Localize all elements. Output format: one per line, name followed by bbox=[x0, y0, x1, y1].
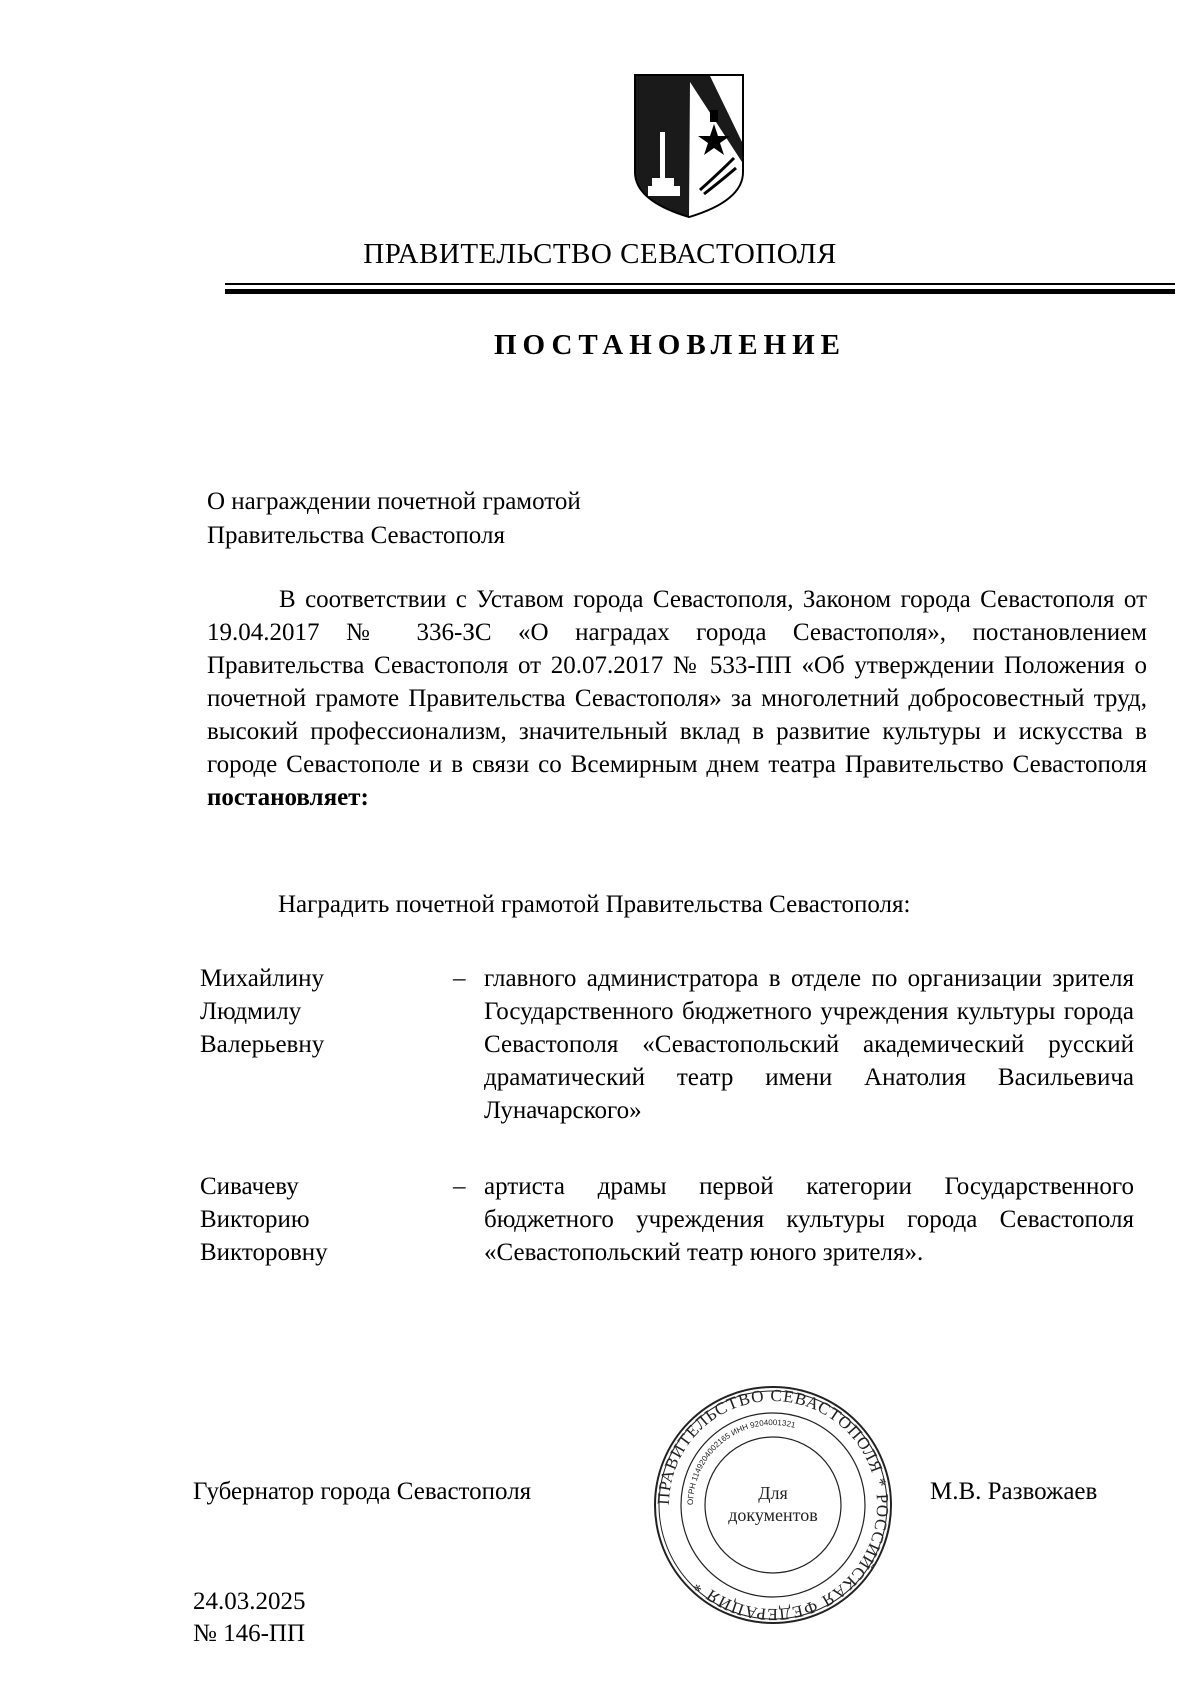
awardee-patronymic: Валерьевну bbox=[200, 1031, 325, 1058]
awardee-surname: Сивачеву bbox=[200, 1173, 299, 1200]
decree-word: постановляет: bbox=[207, 784, 369, 811]
awardee-name bbox=[200, 962, 420, 1061]
body-paragraph bbox=[207, 583, 1147, 814]
awardee-name bbox=[200, 1170, 420, 1269]
awardee-position: артиста драмы первой категории Государственного бюджетного учреждения культуры города Севастополя «Севастопольский театр юного зрителя». bbox=[484, 1173, 1134, 1266]
awardee-first-name: Людмилу bbox=[200, 998, 302, 1025]
seal-outer-text: ПРАВИТЕЛЬСТВО СЕВАСТОПОЛЯ * РОССИЙСКАЯ ФЕДЕРАЦИЯ * bbox=[653, 1385, 893, 1625]
awardee-position: главного администратора в отделе по организации зрителя Государственного бюджетного учреждения культуры города Севастополя «Севастопольский академический русский драматический театр имени Анатолия Васильевича Луначарского» bbox=[484, 965, 1134, 1124]
award-statement: Наградить почетной грамотой Правительства Севастополя: bbox=[278, 891, 911, 918]
body-text: В соответствии с Уставом города Севастополя, Законом города Севастополя от 19.04.2017 № 336-ЗС «О наградах города Севастополя», постановлением Правительства Севастополя от 20.07.2017 № 533-ПП «Об утверждении Положения о почетной грамоте Правительства Севастополя» за многолетний добросовестный труд, высокий профессионализм, значительный вклад в развитие культуры и искусства в городе Севастополе и в связи со Всемирным днем театра Правительство Севастополя bbox=[207, 586, 1147, 778]
document-number: № 146-ПП bbox=[193, 1620, 306, 1647]
document-type: ПОСТАНОВЛЕНИЕ bbox=[493, 329, 846, 361]
awardee-dash: – bbox=[453, 965, 466, 992]
awardee-surname: Михайлину bbox=[200, 965, 324, 992]
document-date: 24.03.2025 bbox=[193, 1588, 306, 1615]
subject-line-1: О награждении почетной грамотой bbox=[207, 488, 581, 515]
subject-line-2: Правительства Севастополя bbox=[207, 522, 505, 549]
header-divider-thick bbox=[225, 289, 1175, 294]
signatory-name: М.В. Развожаев bbox=[930, 1478, 1098, 1505]
header-divider-thin bbox=[225, 283, 1175, 285]
official-seal-icon bbox=[648, 1385, 898, 1625]
coat-of-arms-icon bbox=[630, 72, 748, 220]
document-subject bbox=[207, 485, 581, 553]
seal-center-line-2: документов bbox=[728, 1505, 818, 1525]
org-title: ПРАВИТЕЛЬСТВО СЕВАСТОПОЛЯ bbox=[363, 238, 837, 270]
awardee-dash: – bbox=[453, 1173, 466, 1200]
awardee-patronymic: Викторовну bbox=[200, 1239, 328, 1266]
signatory-title: Губернатор города Севастополя bbox=[193, 1478, 532, 1505]
seal-center-line-1: Для bbox=[758, 1483, 788, 1503]
seal-inner-text: ОГРН 1149204002165 ИНН 9204001321 bbox=[685, 1417, 797, 1506]
awardee-first-name: Викторию bbox=[200, 1206, 310, 1233]
